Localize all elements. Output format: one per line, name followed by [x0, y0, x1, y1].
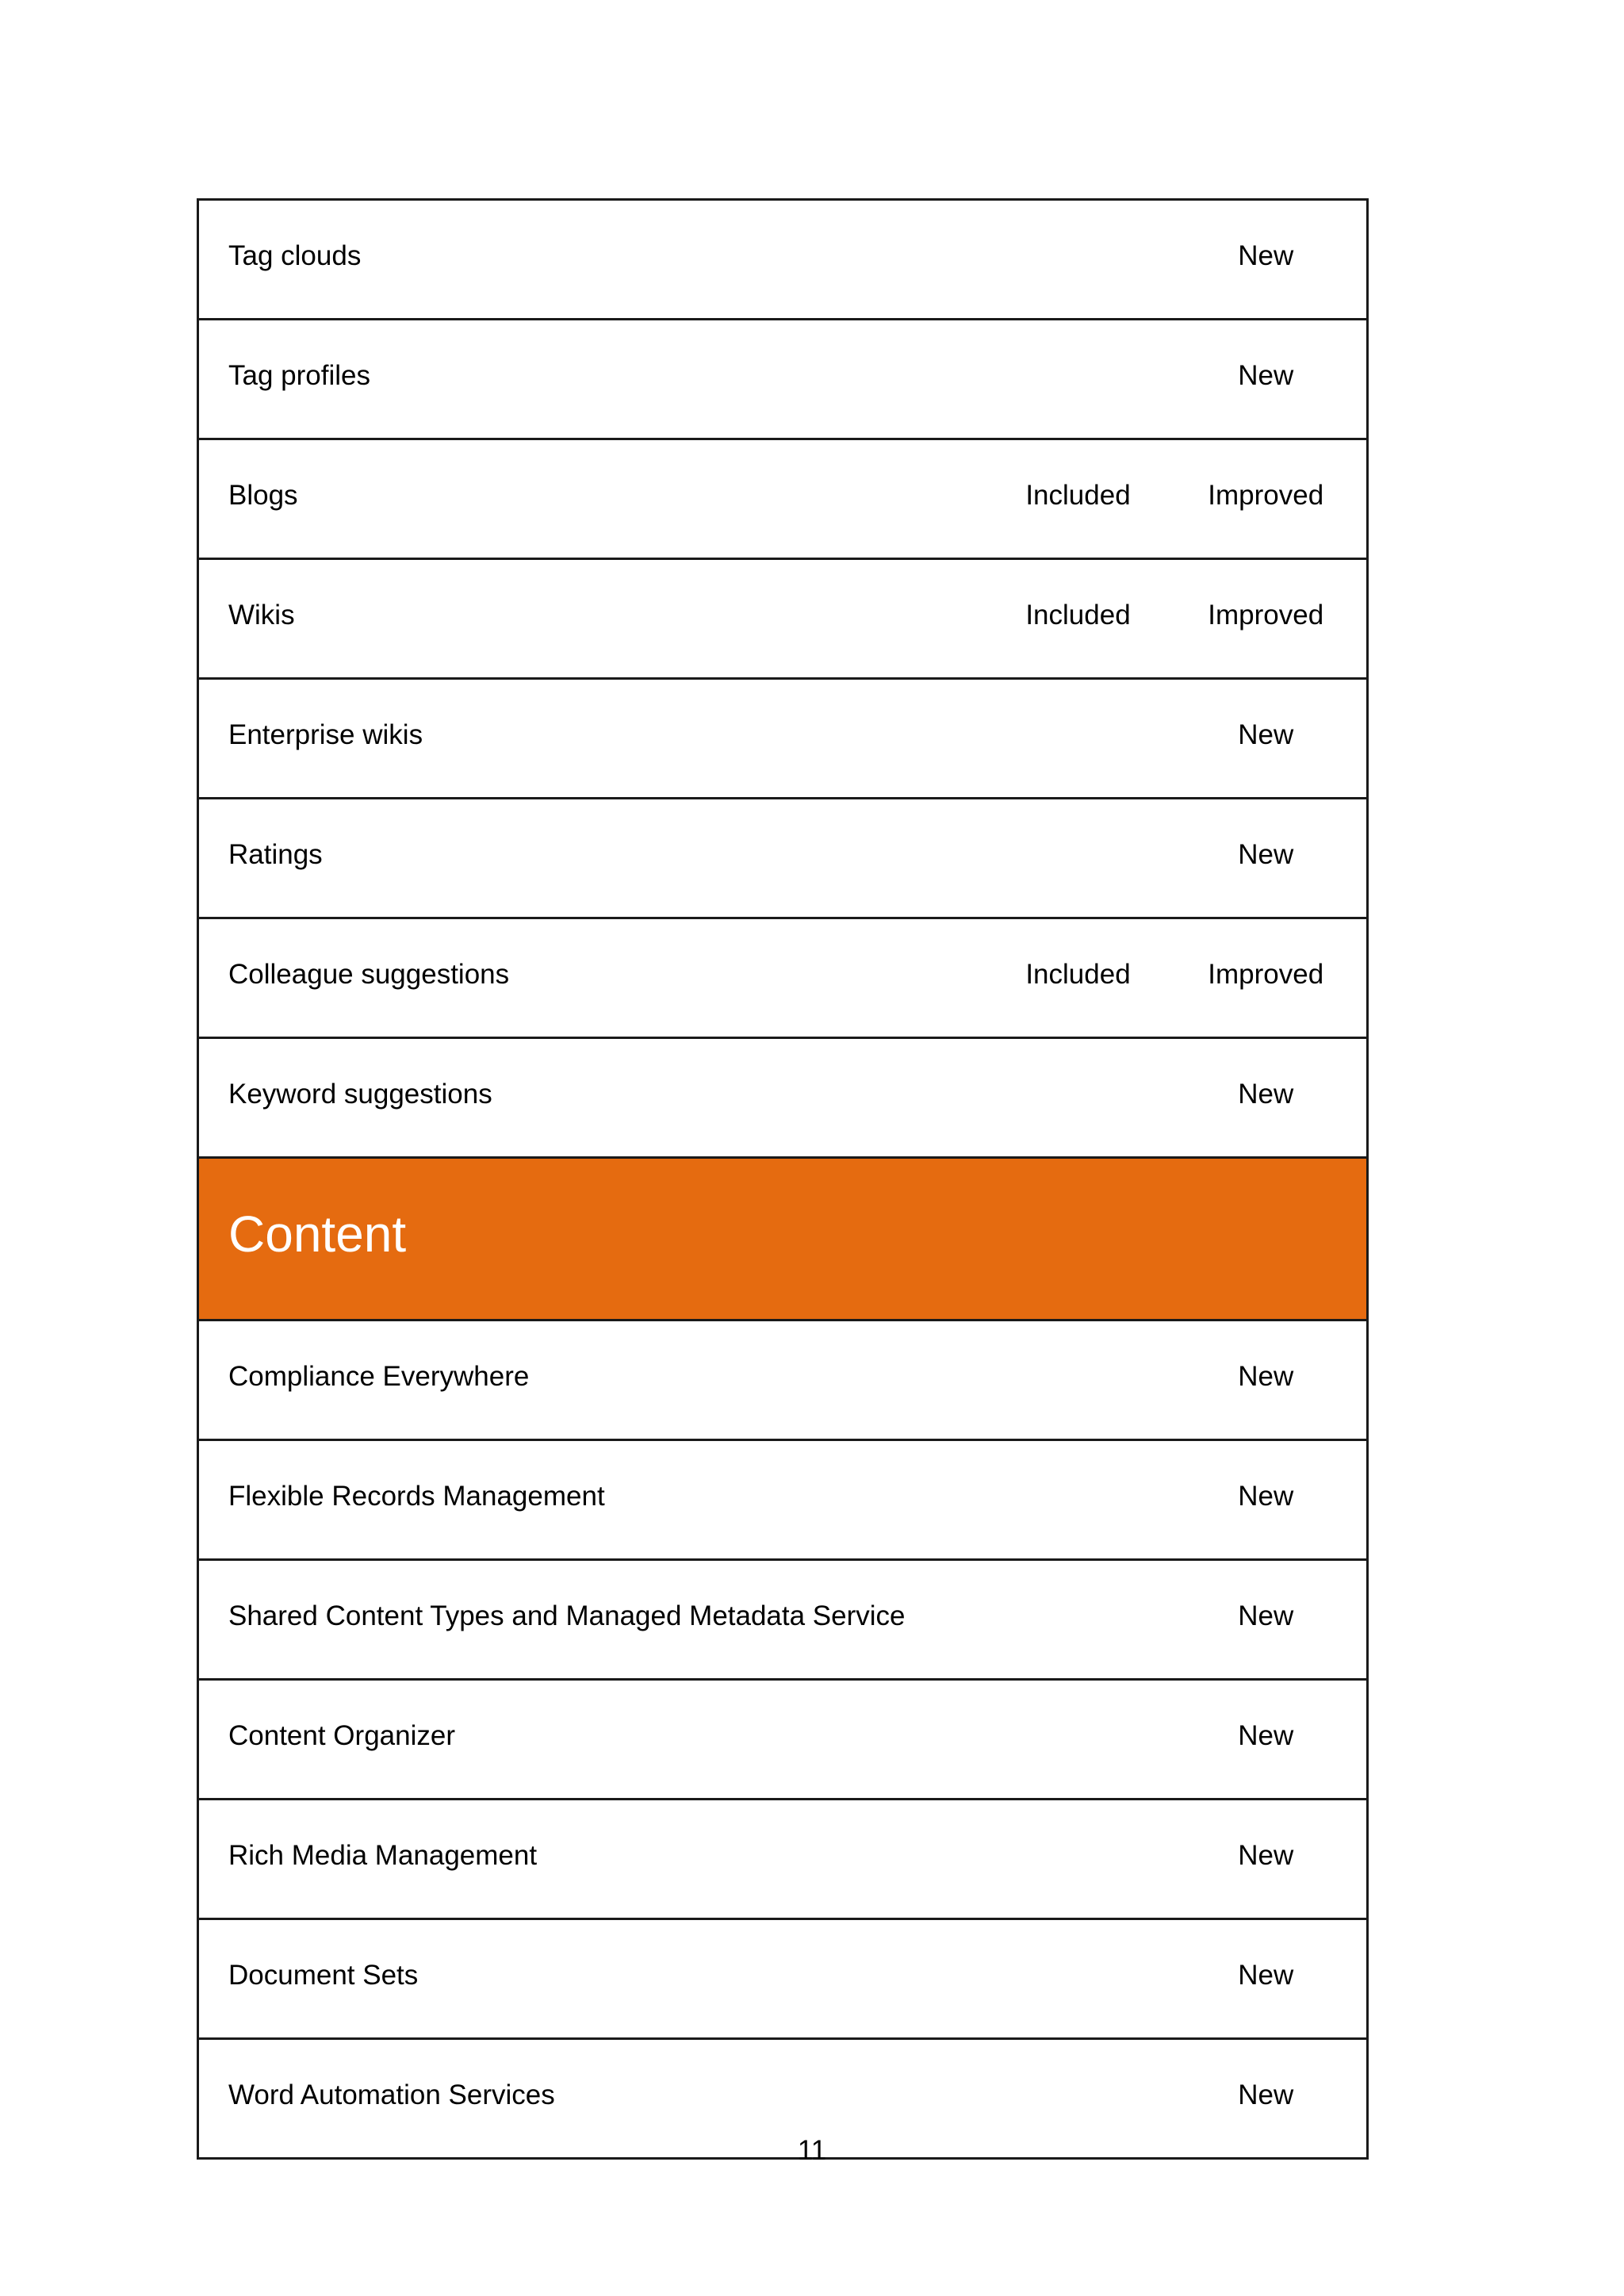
feature-status: New	[1166, 2039, 1368, 2159]
table-row	[198, 320, 1368, 439]
feature-status: New	[1166, 1680, 1368, 1800]
feature-status: New	[1166, 1560, 1368, 1680]
previous-version-status	[991, 200, 1166, 320]
feature-name: Ratings	[198, 799, 991, 918]
previous-version-status	[991, 679, 1166, 799]
feature-name: Word Automation Services	[198, 2039, 991, 2159]
feature-status: New	[1166, 320, 1368, 439]
feature-status: New	[1166, 1320, 1368, 1440]
table-row	[198, 1800, 1368, 1919]
table-row	[198, 918, 1368, 1038]
previous-version-status	[991, 1038, 1166, 1158]
feature-name: Enterprise wikis	[198, 679, 991, 799]
feature-comparison-table	[197, 198, 1369, 2160]
table-row	[198, 1320, 1368, 1440]
feature-name: Flexible Records Management	[198, 1440, 991, 1560]
feature-name: Document Sets	[198, 1919, 991, 2039]
feature-name: Blogs	[198, 439, 991, 559]
page-number: 11	[797, 2135, 827, 2166]
previous-version-status	[991, 1919, 1166, 2039]
table-row	[198, 1440, 1368, 1560]
table-row	[198, 799, 1368, 918]
previous-version-status: Included	[991, 918, 1166, 1038]
feature-status: New	[1166, 1038, 1368, 1158]
table-row	[198, 1680, 1368, 1800]
previous-version-status	[991, 320, 1166, 439]
table-row	[198, 1919, 1368, 2039]
feature-status: New	[1166, 679, 1368, 799]
feature-name: Keyword suggestions	[198, 1038, 991, 1158]
table-row	[198, 1038, 1368, 1158]
feature-name: Shared Content Types and Managed Metadata Service	[198, 1560, 991, 1680]
table-row	[198, 679, 1368, 799]
previous-version-status	[991, 1560, 1166, 1680]
feature-name: Content Organizer	[198, 1680, 991, 1800]
feature-status: New	[1166, 1919, 1368, 2039]
feature-status: Improved	[1166, 559, 1368, 679]
table-row	[198, 200, 1368, 320]
feature-name: Compliance Everywhere	[198, 1320, 991, 1440]
feature-name: Tag profiles	[198, 320, 991, 439]
table-row	[198, 439, 1368, 559]
section-header-row	[198, 1158, 1368, 1320]
feature-status: Improved	[1166, 439, 1368, 559]
previous-version-status: Included	[991, 439, 1166, 559]
previous-version-status: Included	[991, 559, 1166, 679]
feature-name: Wikis	[198, 559, 991, 679]
feature-status: New	[1166, 200, 1368, 320]
table-row	[198, 1560, 1368, 1680]
table-row	[198, 559, 1368, 679]
previous-version-status	[991, 1320, 1166, 1440]
feature-status: New	[1166, 799, 1368, 918]
feature-status: New	[1166, 1800, 1368, 1919]
section-title: Content	[198, 1158, 1368, 1320]
feature-status: New	[1166, 1440, 1368, 1560]
feature-name: Tag clouds	[198, 200, 991, 320]
previous-version-status	[991, 799, 1166, 918]
feature-name: Colleague suggestions	[198, 918, 991, 1038]
previous-version-status	[991, 1800, 1166, 1919]
previous-version-status	[991, 1680, 1166, 1800]
previous-version-status	[991, 1440, 1166, 1560]
feature-status: Improved	[1166, 918, 1368, 1038]
feature-name: Rich Media Management	[198, 1800, 991, 1919]
